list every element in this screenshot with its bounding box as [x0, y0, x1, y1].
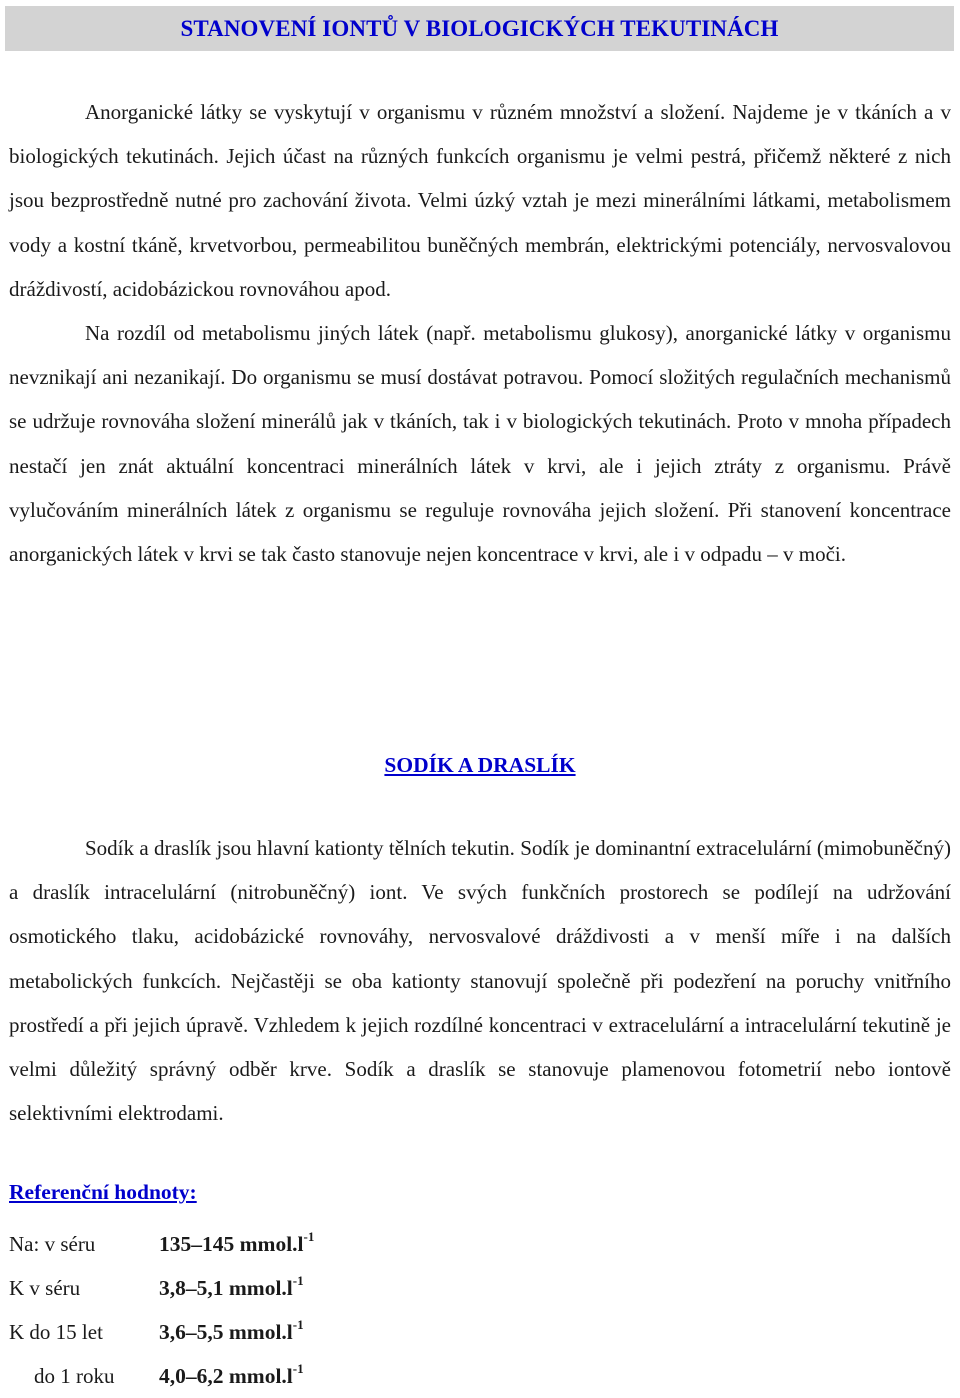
- reference-row: [9, 1310, 314, 1354]
- document-body: [9, 90, 951, 1389]
- reference-row: [9, 1266, 314, 1310]
- intro-paragraph-1: Anorganické látky se vyskytují v organismu v různém množství a složení. Najdeme je v tkáních a v biologických tekutinách. Jejich účast na různých funkcích organismu je velmi pestrá, přičemž některé z nich jsou bezprostředně nutné pro zachování života. Velmi úzký vztah je mezi minerálními látkami, metabolismem vody a kostní tkáně, krvetvorbou, permeabilitou buněčných membrán, elektrickými potenciály, nervosvalovou dráždivostí, acidobázickou rovnováhou apod.: [9, 100, 951, 301]
- reference-value-exponent: -1: [292, 1360, 304, 1376]
- reference-value-exponent: -1: [292, 1272, 304, 1288]
- reference-row: [9, 1354, 314, 1398]
- reference-label: K v séru: [9, 1275, 81, 1300]
- title-bar: [5, 6, 954, 51]
- reference-value-text: 3,8–5,1 mmol.l: [159, 1276, 293, 1301]
- reference-row: [9, 1222, 314, 1266]
- reference-value-exponent: -1: [292, 1316, 304, 1332]
- reference-value: [159, 1222, 314, 1266]
- reference-value-exponent: -1: [303, 1228, 315, 1244]
- page-title: STANOVENÍ IONTŮ V BIOLOGICKÝCH TEKUTINÁCH: [180, 15, 779, 41]
- reference-values-heading: Referenční hodnoty:: [9, 1180, 197, 1204]
- reference-value-text: 135–145 mmol.l: [159, 1232, 304, 1257]
- intro-paragraph-2: Na rozdíl od metabolismu jiných látek (např. metabolismu glukosy), anorganické látky v organismu nevznikají ani nezanikají. Do organismu se musí dostávat potravou. Pomocí složitých regulačních mechanismů se udržuje rovnováha složení minerálů jak v tkáních, tak i v biologických tekutinách. Proto v mnoha případech nestačí jen znát aktuální koncentraci minerálních látek v krvi, ale i jejich ztráty z organismu. Právě vylučováním minerálních látek z organismu se reguluje rovnováha jejich složení. Při stanovení koncentrace anorganických látek v krvi se tak často stanovuje nejen koncentrace v krvi, ale i v odpadu – v moči.: [9, 321, 951, 567]
- section-paragraph: Sodík a draslík jsou hlavní kationty tělních tekutin. Sodík je dominantní extracelulární (mimobuněčný) a draslík intracelulární (nitrobuněčný) iont. Ve svých funkčních prostorech se podílejí na udržování osmotického tlaku, acidobázické rovnováhy, nervosvalové dráždivosti a v menší míře i na dalších metabolických funkcích. Nejčastěji se oba kationty stanovují společně při podezření na poruchy vnitřního prostředí a při jejich úpravě. Vzhledem k jejich rozdílné koncentraci v extracelulární a intracelulární tekutině je velmi důležitý správný odběr krve. Sodík a draslík se stanovuje plamenovou fotometrií nebo iontově selektivními elektrodami.: [9, 836, 951, 1126]
- reference-value-text: 4,0–6,2 mmol.l: [159, 1364, 293, 1389]
- reference-value: [159, 1266, 314, 1310]
- reference-label: K do 15 let: [9, 1319, 103, 1344]
- section-heading-sodium-potassium: SODÍK A DRASLÍK: [384, 753, 576, 777]
- reference-label: do 1 roku: [34, 1363, 115, 1388]
- reference-values-table: [9, 1222, 314, 1398]
- reference-value-text: 3,6–5,5 mmol.l: [159, 1320, 293, 1345]
- reference-label: Na: v séru: [9, 1231, 96, 1256]
- reference-value: [159, 1310, 314, 1354]
- reference-value: [159, 1354, 314, 1398]
